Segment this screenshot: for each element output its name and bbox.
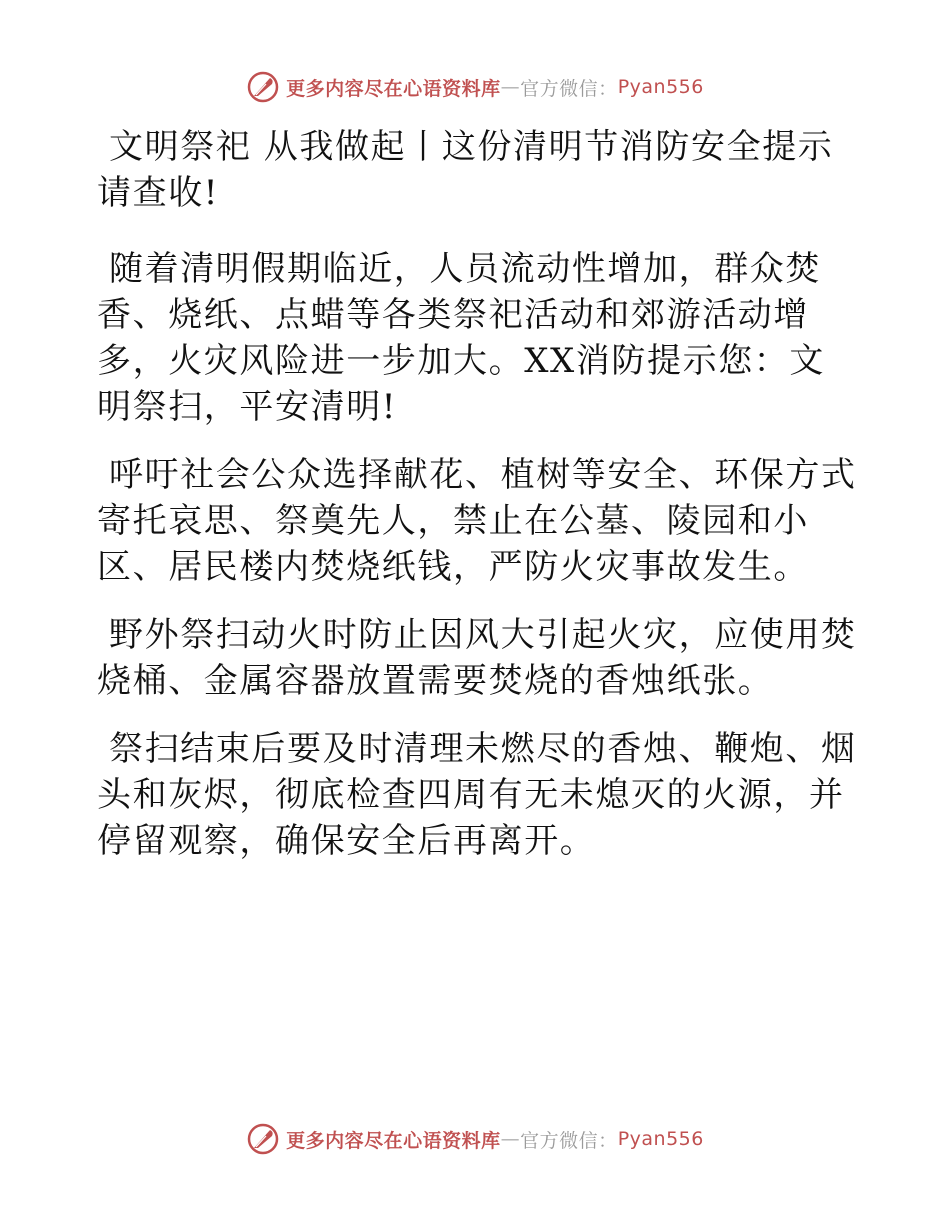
feather-pen-logo-icon [246,70,280,104]
banner-main-text: 更多内容尽在心语资料库 [286,1129,501,1152]
header-banner [0,70,950,104]
banner-wechat-id: Pyan556 [617,1128,704,1150]
banner-wechat-id: Pyan556 [617,76,704,98]
banner-separator: — [500,76,521,98]
document-title: 文明祭祀 从我做起丨这份清明节消防安全提示请查收! [97,127,834,213]
banner-text [286,74,704,101]
document-body [97,124,857,886]
paragraph-4: 祭扫结束后要及时清理未燃尽的香烛、鞭炮、烟头和灰烬，彻底检查四周有无未熄灭的火源，并停留观察，确保安全后再离开。 [97,729,857,861]
feather-pen-logo-icon [246,1122,280,1156]
banner-main-text: 更多内容尽在心语资料库 [286,77,501,100]
paragraph-2: 呼吁社会公众选择献花、植树等安全、环保方式寄托哀思、祭奠先人，禁止在公墓、陵园和小区、居民楼内焚烧纸钱，严防火灾事故发生。 [97,455,857,587]
banner-text [286,1126,704,1153]
paragraph-3: 野外祭扫动火时防止因风大引起火灾，应使用焚烧桶、金属容器放置需要焚烧的香烛纸张。 [97,615,857,701]
footer-banner [0,1122,950,1156]
banner-separator: — [500,1128,521,1150]
banner-label: 官方微信： [520,1129,618,1152]
paragraph-1: 随着清明假期临近，人员流动性增加，群众焚香、烧纸、点蜡等各类祭祀活动和郊游活动增多，火灾风险进一步加大。XX消防提示您：文明祭扫，平安清明! [97,249,826,427]
banner-label: 官方微信： [520,77,618,100]
